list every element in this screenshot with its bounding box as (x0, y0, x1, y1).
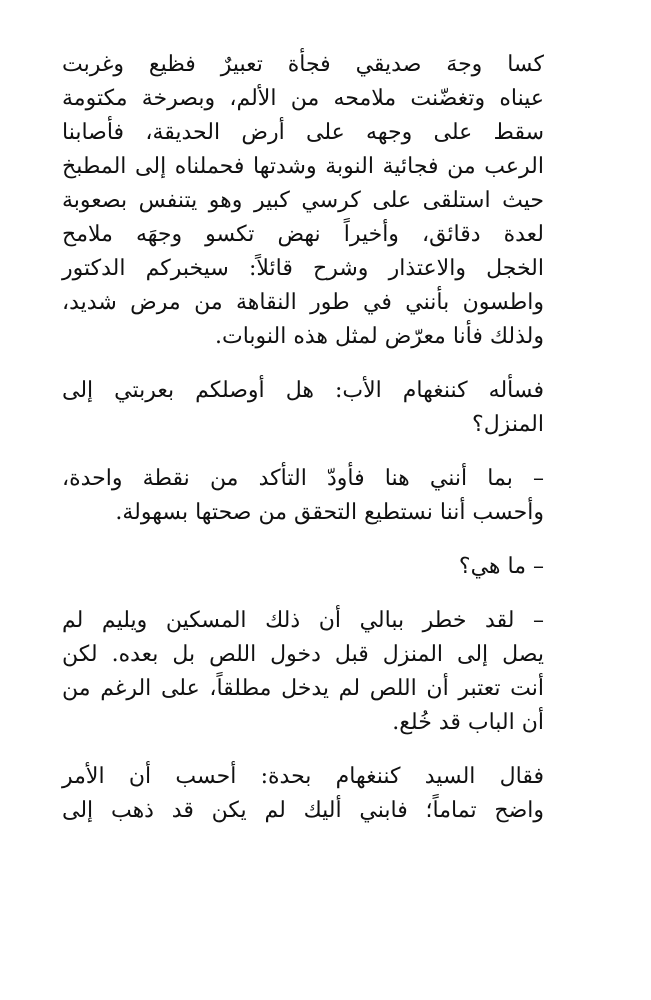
paragraph-3 (62, 462, 582, 530)
book-page (62, 48, 582, 848)
text-line: حيث استلقى على كرسي كبير وهو يتنفس بصعوبة (62, 188, 544, 213)
text-line: أن الباب قد خُلع. (392, 710, 544, 735)
text-line: – لقد خطر ببالي أن ذلك المسكين ويليم لم (62, 608, 544, 633)
paragraph-1 (62, 48, 582, 354)
text-line: فسأله كننغهام الأب: هل أوصلكم بعربتي إلى (62, 378, 544, 403)
text-line: وأحسب أننا نستطيع التحقق من صحتها بسهولة. (115, 500, 544, 525)
paragraph-6 (62, 760, 582, 828)
text-line: المنزل؟ (472, 412, 544, 437)
text-line: واضح تماماً؛ فابني أليك لم يكن قد ذهب إلى (62, 798, 544, 823)
text-line: – بما أنني هنا فأودّ التأكد من نقطة واحدة، (62, 466, 544, 491)
text-line: أنت تعتبر أن اللص لم يدخل مطلقاً، على الرغم من (62, 676, 544, 701)
text-line: يصل إلى المنزل قبل دخول اللص بل بعده. لكن (62, 642, 544, 667)
text-line: لعدة دقائق، وأخيراً نهض تكسو وجهَه ملامح (62, 222, 544, 247)
paragraph-4 (62, 550, 582, 584)
text-line: عيناه وتغضّنت ملامحه من الألم، وبصرخة مكتومة (62, 86, 544, 111)
paragraph-5 (62, 604, 582, 740)
text-line: ولذلك فأنا معرّض لمثل هذه النوبات. (214, 324, 544, 349)
text-line: الرعب من فجائية النوبة وشدتها فحملناه إلى المطبخ (62, 154, 544, 179)
text-line: الخجل والاعتذار وشرح قائلاً: سيخبركم الدكتور (62, 256, 544, 281)
text-line: سقط على وجهه على أرض الحديقة، فأصابنا (62, 120, 544, 145)
text-line: كسا وجهَ صديقي فجأة تعبيرٌ فظيع وغربت (62, 52, 544, 77)
text-line: فقال السيد كننغهام بحدة: أحسب أن الأمر (62, 764, 544, 789)
paragraph-2 (62, 374, 582, 442)
text-line: واطسون بأنني في طور النقاهة من مرض شديد، (62, 290, 544, 315)
text-line: – ما هي؟ (458, 554, 544, 579)
